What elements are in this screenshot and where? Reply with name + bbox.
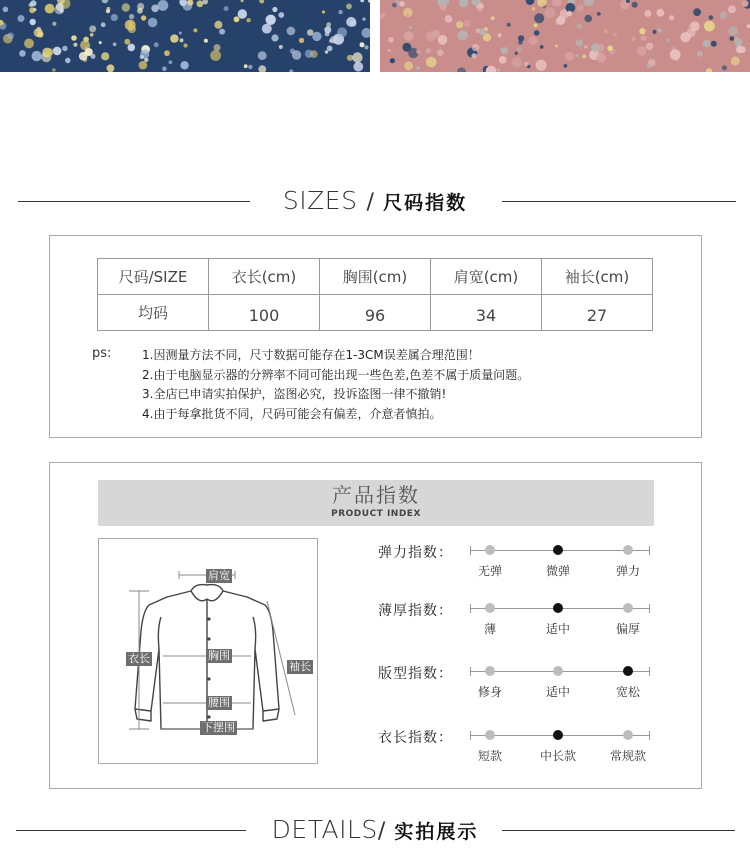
index-scale-option-label: 微弹	[545, 564, 571, 578]
shoulder-width-label: 肩宽	[208, 569, 230, 582]
size-value-cell: 27	[542, 295, 653, 331]
index-scale-dot	[485, 666, 495, 676]
index-scale-option-label: 偏厚	[615, 622, 641, 636]
size-value-cell: 34	[431, 295, 542, 331]
notes-label: ps:	[92, 346, 112, 361]
details-heading-zh: 实拍展示	[394, 821, 479, 843]
index-scale-row	[378, 600, 678, 640]
details-heading-separator: /	[377, 819, 386, 844]
notes-list	[142, 346, 529, 424]
product-index-panel	[49, 462, 702, 789]
index-scale-option-label: 中长款	[539, 749, 577, 763]
index-scale-option-label: 适中	[545, 685, 571, 699]
index-scale-title: 弹力指数：	[378, 545, 453, 561]
garment-length-label: 衣长	[128, 652, 150, 665]
index-scale-dot-selected	[553, 545, 563, 555]
index-scale-option-label: 短款	[477, 749, 503, 763]
index-scale-option-label: 适中	[545, 622, 571, 636]
product-index-title-en: PRODUCT INDEX	[331, 509, 421, 519]
size-header-cell: 尺码/SIZE	[98, 259, 209, 295]
size-table-row	[98, 295, 653, 331]
index-scale-row	[378, 727, 678, 767]
index-scale-dot	[553, 666, 563, 676]
note-item: 2.由于电脑显示器的分辨率不同可能出现一些色差,色差不属于质量问题。	[142, 367, 530, 382]
index-scale-title: 版型指数：	[378, 666, 453, 682]
chest-label: 胸围	[208, 649, 230, 662]
index-scale-dot	[485, 730, 495, 740]
index-scale-option-label: 弹力	[615, 564, 641, 578]
index-scale-row	[378, 542, 678, 582]
index-scale-dot-selected	[553, 603, 563, 613]
size-header-cell: 胸围(cm)	[320, 259, 431, 295]
size-value-cell: 均码	[98, 295, 209, 331]
size-chart-panel	[49, 235, 702, 438]
details-heading	[0, 810, 750, 850]
index-scale-dot	[623, 545, 633, 555]
index-scale-dot	[623, 603, 633, 613]
size-value-cell: 100	[209, 295, 320, 331]
sizes-heading-zh: 尺码指数	[383, 192, 468, 214]
sleeve-length-label: 袖长	[289, 660, 311, 673]
garment-measure-diagram	[98, 538, 318, 764]
note-item: 4.由于每拿批货不同，尺码可能会有偏差，介意者慎拍。	[142, 406, 442, 421]
index-scale-option-label: 无弹	[477, 564, 503, 578]
hem-label: 下摆围	[202, 721, 235, 734]
product-index-title-zh: 产品指数	[332, 483, 420, 507]
size-header-cell: 袖长(cm)	[542, 259, 653, 295]
index-scale-dot	[485, 603, 495, 613]
index-scale-option-label: 薄	[483, 622, 497, 636]
index-scale-option-label: 修身	[477, 685, 503, 699]
index-scale-row	[378, 663, 678, 703]
index-scale-dot-selected	[623, 666, 633, 676]
product-index-banner	[98, 480, 654, 526]
size-value-cell: 96	[320, 295, 431, 331]
size-table	[97, 258, 653, 331]
index-scale-dot	[623, 730, 633, 740]
size-header-cell: 衣长(cm)	[209, 259, 320, 295]
sizes-heading-en: SIZES	[282, 186, 358, 215]
garment-photo-right	[380, 0, 750, 72]
size-table-header-row	[98, 259, 653, 295]
index-scale-dot	[485, 545, 495, 555]
sizes-heading	[0, 181, 750, 221]
sizes-heading-separator: /	[366, 190, 374, 215]
details-heading-en: DETAILS	[271, 815, 378, 844]
floral-fabric-photo-left	[0, 0, 370, 72]
size-header-cell: 肩宽(cm)	[431, 259, 542, 295]
index-scale-dot-selected	[553, 730, 563, 740]
note-item: 3.全店已申请实拍保护，盗图必究，投诉盗图一律不撤销!	[142, 387, 447, 401]
index-scale-title: 衣长指数：	[378, 730, 453, 746]
index-scale-option-label: 常规款	[609, 749, 647, 763]
waist-label: 腰围	[208, 696, 230, 709]
index-scale-title: 薄厚指数：	[378, 603, 453, 619]
note-item: 1.因测量方法不同，尺寸数据可能存在1-3CM误差属合理范围！	[142, 348, 480, 362]
index-scale-option-label: 宽松	[615, 685, 641, 699]
